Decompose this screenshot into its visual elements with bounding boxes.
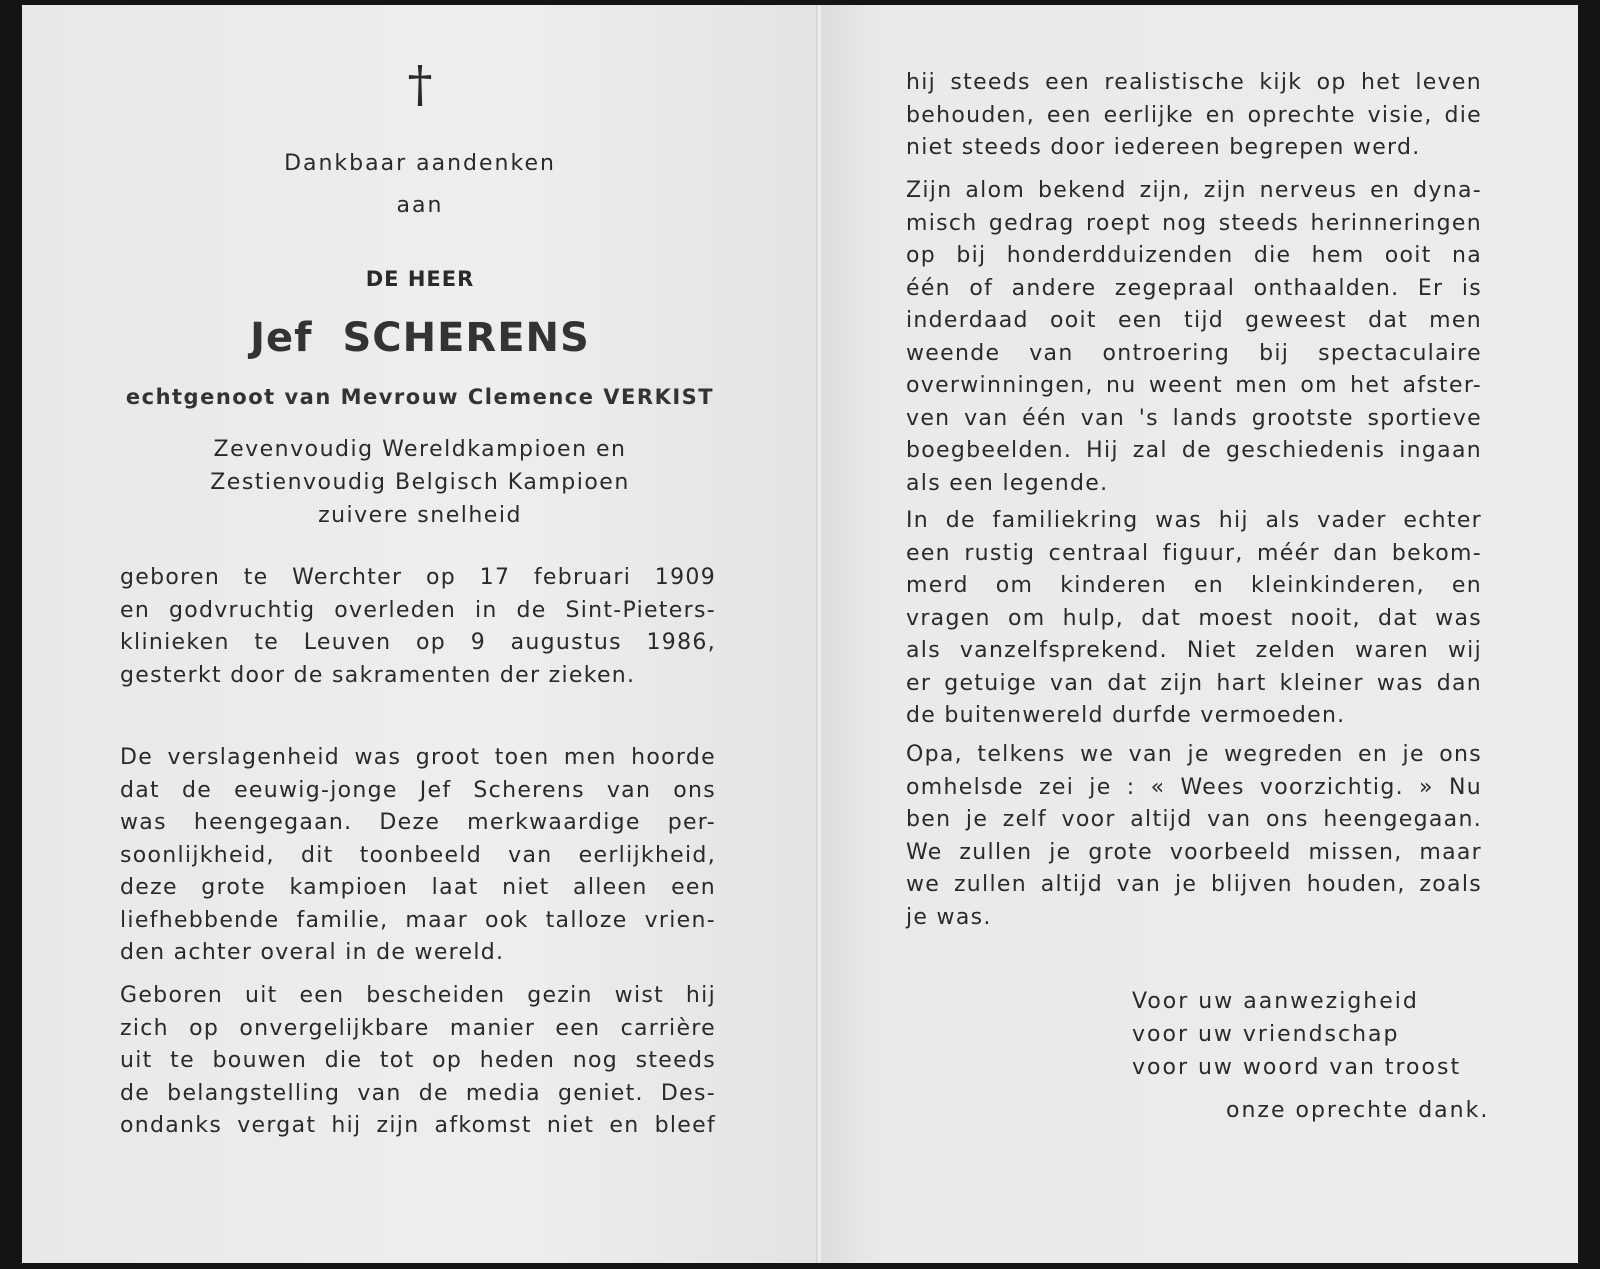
text-line: In de familiekring was hij als vader echter xyxy=(906,508,1482,533)
memorial-card xyxy=(22,5,1582,1263)
text-line: dat de eeuwig-jonge Jef Scherens van ons xyxy=(120,777,716,803)
spouse-line: echtgenoot van Mevrouw Clemence VERKIST xyxy=(125,385,715,409)
eulogy-paragraph-2 xyxy=(120,980,716,1143)
text-line: niet steeds door iedereen begrepen werd. xyxy=(906,135,1421,160)
text-line: een rustig centraal figuur, méér dan bekom- xyxy=(906,540,1482,566)
text-line: ondanks vergat hij zijn afkomst niet en bleef xyxy=(120,1113,716,1138)
text-line: gesterkt door de sakramenten der zieken. xyxy=(120,662,636,688)
text-line: Zijn alom bekend zijn, zijn nerveus en dyna- xyxy=(906,178,1482,203)
honorific-title: DE HEER xyxy=(365,267,475,291)
text-line: Geboren uit een bescheiden gezin wist hij xyxy=(120,983,716,1008)
text-line: ben je zelf voor altijd van ons heengegaan. xyxy=(906,807,1482,832)
text-line: we zullen altijd van je blijven houden, zoals xyxy=(906,872,1482,897)
text-line: klinieken te Leuven op 9 augustus 1986, xyxy=(120,630,716,655)
thanks-line: voor uw woord van troost xyxy=(1132,1055,1462,1080)
text-line: behouden, een eerlijke en oprechte visie, die xyxy=(906,102,1482,128)
achievement-titles xyxy=(22,433,818,532)
text-line: boegbeelden. Hij zal de geschiedenis ingaan xyxy=(906,438,1482,463)
text-line: We zullen je grote voorbeeld missen, maar xyxy=(906,839,1482,865)
text-line: op bij honderdduizenden die hem ooit na xyxy=(906,243,1482,268)
left-page xyxy=(22,5,818,1263)
text-line: liefhebbende familie, maar ook talloze vrien- xyxy=(120,907,716,933)
text-line: deze grote kampioen laat niet alleen een xyxy=(120,875,716,900)
text-line: je was. xyxy=(906,904,992,930)
thanks-line: voor uw vriendschap xyxy=(1132,1022,1400,1047)
thanks-block xyxy=(1132,985,1461,1084)
right-page xyxy=(822,5,1578,1263)
birth-death-paragraph xyxy=(120,562,716,692)
title-line: zuivere snelheid xyxy=(318,503,522,528)
text-line: als een legende. xyxy=(906,470,1109,496)
text-line: uit te bouwen die tot op heden nog steeds xyxy=(120,1048,716,1073)
text-line: zich op onvergelijkbare manier een carrière xyxy=(120,1015,716,1041)
text-line: omhelsde zei je : « Wees voorzichtig. » Nu xyxy=(906,774,1482,800)
text-line: één of andere zegepraal onthaalden. Er is xyxy=(906,275,1482,301)
text-line: Opa, telkens we van je wegreden en je ons xyxy=(906,742,1482,767)
thanks-closing: onze oprechte dank. xyxy=(1226,1098,1490,1123)
text-line: vragen om hulp, dat moest nooit, dat was xyxy=(906,605,1482,631)
heading-line-1: Dankbaar aandenken xyxy=(284,151,556,176)
text-line: de belangstelling van de media geniet. Des- xyxy=(120,1080,716,1106)
cross-icon: † xyxy=(407,55,433,113)
text-line: hij steeds een realistische kijk op het leven xyxy=(906,70,1482,95)
text-line: er getuige van dat zijn hart kleiner was dan xyxy=(906,670,1482,696)
text-line: soonlijkheid, dit toonbeeld van eerlijkheid, xyxy=(120,842,716,868)
eulogy-paragraph-6 xyxy=(906,739,1482,934)
title-line: Zevenvoudig Wereldkampioen en xyxy=(213,437,627,462)
eulogy-paragraph-5 xyxy=(906,505,1482,733)
text-line: was heengegaan. Deze merkwaardige per- xyxy=(120,810,716,835)
text-line: ven van één van 's lands grootste sportieve xyxy=(906,405,1482,431)
text-line: overwinningen, nu weent men om het afster- xyxy=(906,373,1482,398)
text-line: geboren te Werchter op 17 februari 1909 xyxy=(120,565,716,590)
title-line: Zestienvoudig Belgisch Kampioen xyxy=(210,470,630,495)
eulogy-paragraph-3 xyxy=(906,67,1482,165)
text-line: misch gedrag roept nog steeds herinneringen xyxy=(906,210,1482,236)
eulogy-paragraph-1 xyxy=(120,742,716,970)
deceased-name: Jef SCHERENS xyxy=(250,315,590,361)
text-line: De verslagenheid was groot toen men hoorde xyxy=(120,745,716,770)
text-line: den achter overal in de wereld. xyxy=(120,940,505,965)
text-line: de buitenwereld durfde vermoeden. xyxy=(906,703,1346,728)
text-line: inderdaad ooit een tijd geweest dat men xyxy=(906,308,1482,333)
thanks-line: Voor uw aanwezigheid xyxy=(1132,989,1419,1014)
text-line: als vanzelfsprekend. Niet zelden waren wij xyxy=(906,638,1482,663)
text-line: weende van ontroering bij spectaculaire xyxy=(906,340,1482,366)
heading-line-2: aan xyxy=(396,193,444,218)
text-line: merd om kinderen en kleinkinderen, en xyxy=(906,573,1482,598)
eulogy-paragraph-4 xyxy=(906,175,1482,500)
text-line: en godvruchtig overleden in de Sint-Pieters- xyxy=(120,597,716,623)
